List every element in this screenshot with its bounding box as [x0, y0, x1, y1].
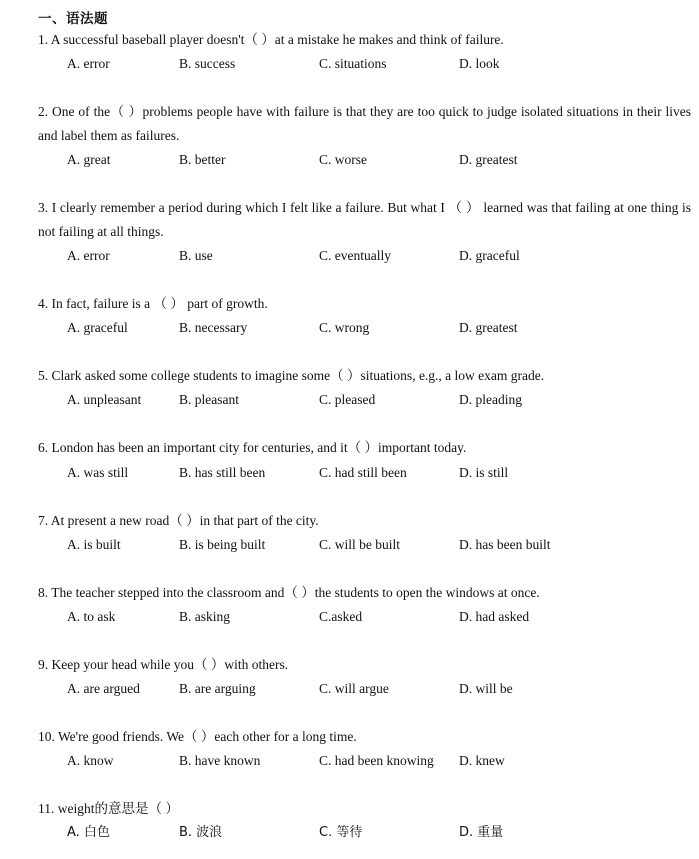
option-row	[0, 677, 699, 701]
option-a[interactable]: A. to ask	[67, 609, 116, 624]
question-stem: 4. In fact, failure is a （ ） part of growth.	[38, 296, 268, 311]
option-c[interactable]: C. 等待	[319, 825, 363, 840]
option-d[interactable]: D. greatest	[459, 320, 518, 335]
option-d[interactable]: D. graceful	[459, 248, 520, 263]
option-row	[0, 316, 699, 340]
option-row	[0, 749, 699, 773]
question-stem: 7. At present a new road（ ）in that part of the city.	[38, 513, 319, 528]
option-d[interactable]: D. will be	[459, 681, 513, 696]
option-c[interactable]: C. will be built	[319, 537, 400, 552]
option-a[interactable]: A. great	[67, 152, 111, 167]
question-stem: 6. London has been an important city for centuries, and it（ ）important today.	[38, 440, 467, 455]
option-c[interactable]: C.asked	[319, 609, 363, 624]
option-d[interactable]: D. 重量	[459, 825, 504, 840]
option-b[interactable]: B. asking	[179, 609, 231, 624]
option-b[interactable]: B. are arguing	[179, 681, 256, 696]
option-c[interactable]: C. will argue	[319, 681, 389, 696]
option-a[interactable]: A. is built	[67, 537, 121, 552]
section-title: 一、语法题	[38, 11, 108, 27]
option-a[interactable]: A. are argued	[67, 681, 140, 696]
question-stem: 10. We're good friends. We（ ）each other for a long time.	[38, 729, 357, 744]
option-b[interactable]: B. is being built	[179, 537, 266, 552]
option-c[interactable]: C. pleased	[319, 392, 376, 407]
option-a[interactable]: A. error	[67, 248, 110, 263]
option-d[interactable]: D. pleading	[459, 392, 522, 407]
option-row	[0, 605, 699, 629]
question-stem: 8. The teacher stepped into the classroom and（ ）the students to open the windows at once.	[38, 585, 540, 600]
question-stem: 11. weight的意思是（ ）	[38, 801, 179, 816]
option-row	[0, 388, 699, 412]
option-b[interactable]: B. necessary	[179, 320, 248, 335]
option-a[interactable]: A. unpleasant	[67, 392, 142, 407]
option-c[interactable]: C. wrong	[319, 320, 370, 335]
option-d[interactable]: D. has been built	[459, 537, 551, 552]
question-stem: 1. A successful baseball player doesn't（ ）at a mistake he makes and think of failure.	[38, 32, 504, 47]
option-b[interactable]: B. pleasant	[179, 392, 239, 407]
option-row	[0, 461, 699, 485]
option-row	[0, 533, 699, 557]
option-row	[0, 148, 699, 172]
option-c[interactable]: C. had still been	[319, 465, 407, 480]
question-stem: 2. One of the（ ）problems people have with failure is that they are too quick to judge isolated situations in their lives and label them as failures.	[38, 104, 691, 143]
option-a[interactable]: A. 白色	[67, 825, 110, 840]
option-b[interactable]: B. has still been	[179, 465, 266, 480]
option-b[interactable]: B. 波浪	[179, 825, 223, 840]
option-row	[0, 244, 699, 268]
option-a[interactable]: A. error	[67, 56, 110, 71]
option-b[interactable]: B. better	[179, 152, 226, 167]
question-stem: 9. Keep your head while you（ ）with others.	[38, 657, 289, 672]
option-a[interactable]: A. graceful	[67, 320, 128, 335]
question-stem: 5. Clark asked some college students to imagine some（ ）situations, e.g., a low exam grade.	[38, 368, 545, 383]
option-d[interactable]: D. greatest	[459, 152, 518, 167]
option-c[interactable]: C. situations	[319, 56, 387, 71]
option-a[interactable]: A. know	[67, 753, 114, 768]
question-stem: 3. I clearly remember a period during which I felt like a failure. But what I （ ） learned was that failing at one thing is not failing at all things.	[38, 200, 691, 239]
option-b[interactable]: B. have known	[179, 753, 261, 768]
option-c[interactable]: C. had been knowing	[319, 753, 434, 768]
option-b[interactable]: B. success	[179, 56, 236, 71]
option-d[interactable]: D. knew	[459, 753, 505, 768]
option-row	[0, 52, 699, 76]
option-a[interactable]: A. was still	[67, 465, 129, 480]
option-d[interactable]: D. is still	[459, 465, 509, 480]
option-c[interactable]: C. worse	[319, 152, 367, 167]
option-b[interactable]: B. use	[179, 248, 213, 263]
option-row	[0, 821, 699, 845]
option-c[interactable]: C. eventually	[319, 248, 391, 263]
option-d[interactable]: D. had asked	[459, 609, 530, 624]
option-d[interactable]: D. look	[459, 56, 500, 71]
